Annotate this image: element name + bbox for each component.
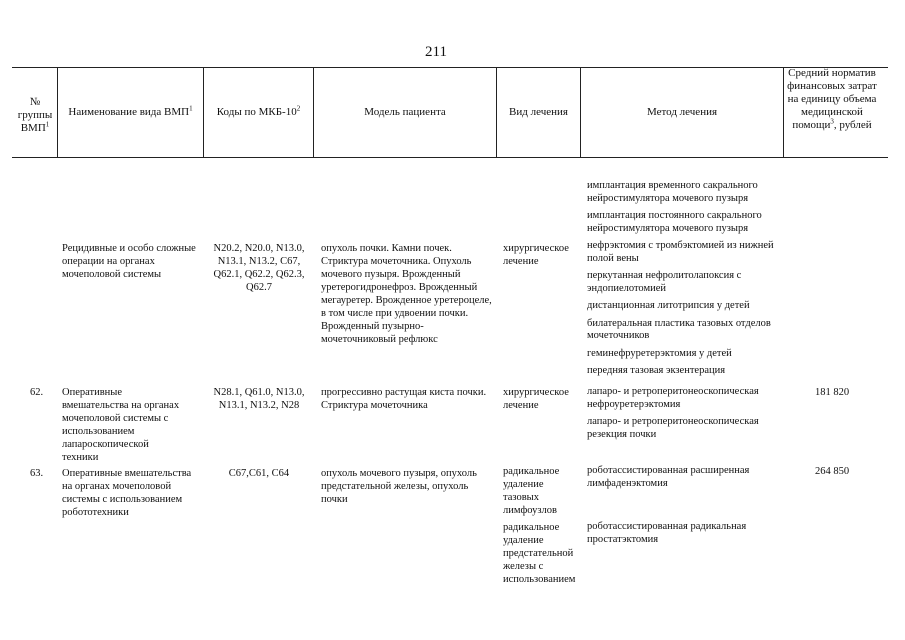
header-treatment-method: Метод лечения <box>646 106 718 118</box>
method-item: лапаро- и ретроперитонеоскопическая нефроуретерэктомия <box>587 386 759 410</box>
method-item: нефрэктомия с тромбэктомией из нижней полой вены <box>587 240 774 264</box>
header-icd-codes: Коды по МКБ-$10^2$ <box>216 104 301 118</box>
method-item: роботассистированная расширенная лимфаденэктомия <box>587 465 750 489</box>
row-icd-codes: N28.1, Q61.0, N13.0, N13.1, N13.2, N28 <box>213 387 305 411</box>
method-item: геминефруретерэктомия у детей <box>587 347 732 359</box>
header-cost-norm: Средний норматив финансовых затрат на единицу объема медицинской помощи$^3$, рублей <box>787 67 877 131</box>
header-group-number: № группы ВМП$^1$ <box>17 96 53 134</box>
row-treatment-type: хирургическое лечение <box>503 243 569 267</box>
header-bottom-border <box>12 157 888 158</box>
row-treatment-type: хирургическое лечение <box>503 387 569 411</box>
header-vmp-name: Наименование вида ВМП$^1$ <box>68 104 193 118</box>
row-vmp-name: Рецидивные и особо сложные операции на органах мочеполовой системы <box>62 243 196 280</box>
row-icd-codes: N20.2, N20.0, N13.0, N13.1, N13.2, C67, Q62.1, Q62.2, Q62.3, Q62.7 <box>213 243 305 293</box>
method-item: билатеральная пластика тазовых отделов мочеточников <box>587 317 771 341</box>
method-item: имплантация постоянного сакрального нейростимулятора мочевого пузыря <box>587 210 762 234</box>
row-treatment-type-2: радикальное удаление предстательной железы с использованием <box>503 522 576 585</box>
row-group-number: 63. <box>30 468 44 479</box>
row-treatment-methods <box>587 386 783 446</box>
method-item: лапаро- и ретроперитонеоскопическая резекция почки <box>587 416 759 440</box>
header-treatment-type: Вид лечения <box>509 106 568 118</box>
row-cost: 181 820 <box>814 387 850 398</box>
row-icd-codes: C67,C61, C64 <box>228 468 290 479</box>
method-item: имплантация временного сакрального нейростимулятора мочевого пузыря <box>587 180 758 204</box>
row-group-number: 62. <box>30 387 44 398</box>
method-item: роботассистированная радикальная простатэктомия <box>587 521 747 545</box>
row-patient-model: прогрессивно растущая киста почки. Стриктура мочеточника <box>321 387 487 411</box>
method-item: дистанционная литотрипсия у детей <box>587 300 750 311</box>
row-vmp-name: Оперативные вмешательства на органах мочеполовой системы с использованием робототехники <box>62 468 192 518</box>
row-patient-model: опухоль почки. Камни почек. Стриктура мочеточника. Опухоль мочевого пузыря. Врожденный уретерогидронефроз. Врожденный мегауретер. Врожденное уретероцеле, в том числе при удвоении почки. Врожденный пузырно-мочеточниковый рефлюкс <box>321 243 492 345</box>
header-patient-model: Модель пациента <box>364 106 446 118</box>
row-treatment-methods <box>587 465 783 495</box>
method-item: передняя тазовая экзентерация <box>587 365 726 376</box>
row-cost: 264 850 <box>814 466 850 477</box>
row-treatment-type: радикальное удаление тазовых лимфоузлов <box>503 466 560 516</box>
row-patient-model: опухоль мочевого пузыря, опухоль предстательной железы, опухоль почки <box>321 468 477 505</box>
row-treatment-methods-2 <box>587 521 783 551</box>
table-top-border <box>12 67 888 68</box>
method-item: перкутанная нефролитолапоксия с эндопиелотомией <box>587 270 742 294</box>
row-vmp-name: Оперативные вмешательства на органах мочеполовой системы с использованием лапароскопической техники <box>62 387 180 463</box>
page-number: 211 <box>425 44 447 60</box>
row-treatment-methods <box>587 180 787 383</box>
column-divider <box>783 67 784 157</box>
